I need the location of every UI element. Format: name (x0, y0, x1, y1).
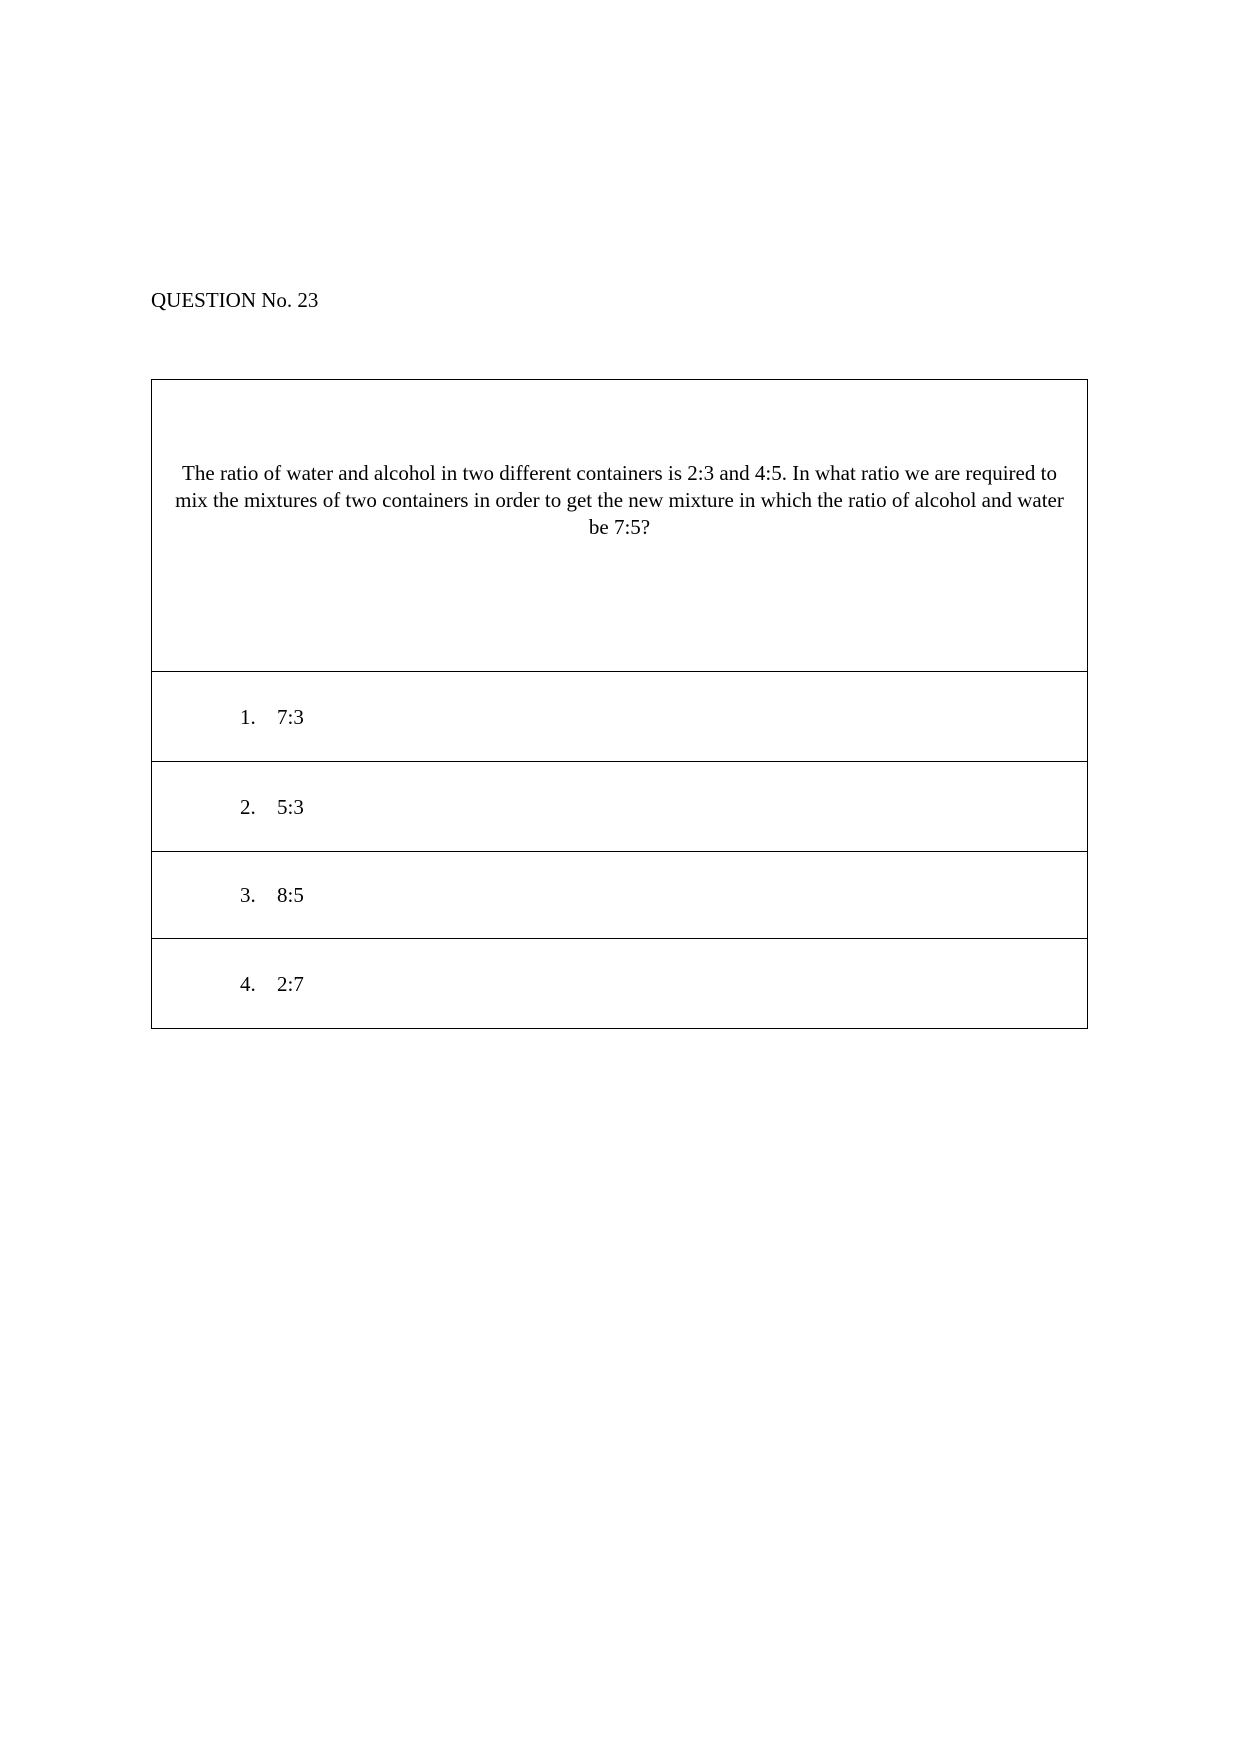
question-heading: QUESTION No. 23 (151, 288, 319, 312)
option-cell-1[interactable] (152, 672, 1088, 762)
option-4 (152, 972, 1087, 996)
option-row-1 (152, 672, 1088, 762)
question-stem-cell (152, 380, 1088, 672)
option-cell-4[interactable] (152, 939, 1088, 1029)
option-number: 4. (240, 971, 256, 996)
option-1 (152, 705, 1087, 729)
option-text: 2:7 (277, 971, 304, 996)
option-2 (152, 795, 1087, 819)
option-text: 8:5 (277, 883, 304, 907)
question-stem-row (152, 380, 1088, 672)
option-row-2 (152, 762, 1088, 852)
option-cell-3[interactable] (152, 852, 1088, 939)
option-text: 5:3 (277, 794, 304, 819)
option-text: 7:3 (277, 704, 304, 729)
option-3 (152, 883, 1087, 907)
option-number: 3. (240, 883, 256, 907)
option-cell-2[interactable] (152, 762, 1088, 852)
option-row-3 (152, 852, 1088, 939)
question-stem: The ratio of water and alcohol in two different containers is 2:3 and 4:5. In what ratio we are required to mix the mixtures of two containers in order to get the new mixture in which the ratio of alcohol and water be 7:5? (175, 461, 1064, 539)
option-number: 1. (240, 704, 256, 729)
option-number: 2. (240, 794, 256, 819)
option-row-4 (152, 939, 1088, 1029)
question-table (151, 379, 1088, 1029)
